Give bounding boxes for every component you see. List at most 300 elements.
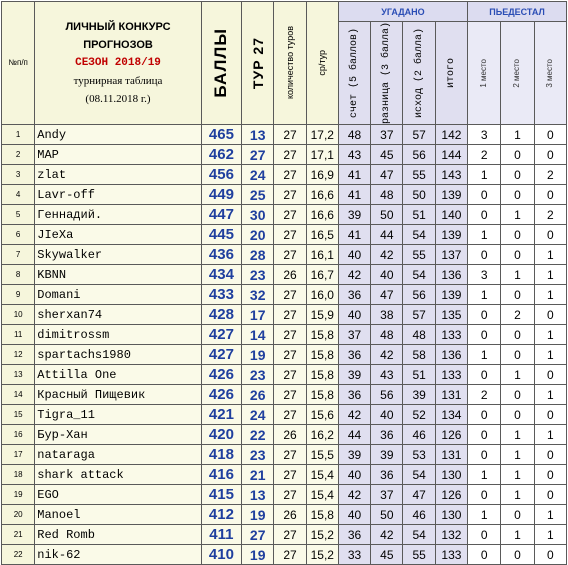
tour-points-cell: 30: [242, 205, 274, 225]
outcome-cell: 57: [403, 125, 435, 145]
place2-cell: 1: [501, 465, 534, 485]
avg-cell: 15,8: [306, 505, 338, 525]
points-cell: 465: [201, 125, 241, 145]
place1-cell: 1: [468, 505, 501, 525]
player-name: Andy: [35, 125, 201, 145]
tours-count-cell: 27: [274, 325, 306, 345]
place2-cell: 0: [501, 245, 534, 265]
place1-cell: 0: [468, 545, 501, 565]
points-cell: 411: [201, 525, 241, 545]
tour-points-cell: 19: [242, 345, 274, 365]
diff-cell: 48: [371, 325, 403, 345]
header-avg: [306, 2, 338, 125]
player-name: Skywalker: [35, 245, 201, 265]
place3-cell: 1: [534, 505, 566, 525]
header-avg-label: ср/тур: [317, 50, 328, 76]
place1-cell: 3: [468, 265, 501, 285]
diff-cell: 47: [371, 285, 403, 305]
place1-cell: 0: [468, 185, 501, 205]
header-place2: [501, 22, 534, 125]
place2-cell: 0: [501, 385, 534, 405]
title-line-1: ЛИЧНЫЙ КОНКУРС: [65, 21, 171, 34]
row-number: 9: [2, 285, 35, 305]
total-cell: 143: [435, 165, 467, 185]
points-cell: 426: [201, 385, 241, 405]
header-total: [435, 22, 467, 125]
table-row: [2, 405, 567, 425]
tours-count-cell: 27: [274, 385, 306, 405]
tours-count-cell: 27: [274, 285, 306, 305]
header-num: №п/п: [2, 2, 35, 125]
place3-cell: 0: [534, 185, 566, 205]
outcome-cell: 58: [403, 345, 435, 365]
outcome-cell: 56: [403, 145, 435, 165]
diff-cell: 45: [371, 545, 403, 565]
place1-cell: 0: [468, 485, 501, 505]
standings-table: [1, 1, 567, 565]
tour-points-cell: 25: [242, 185, 274, 205]
row-number: 5: [2, 205, 35, 225]
score-cell: 48: [338, 125, 370, 145]
tour-points-cell: 27: [242, 525, 274, 545]
place1-cell: 1: [468, 165, 501, 185]
tours-count-cell: 27: [274, 465, 306, 485]
place1-cell: 1: [468, 225, 501, 245]
row-number: 18: [2, 465, 35, 485]
score-cell: 39: [338, 205, 370, 225]
place3-cell: 1: [534, 345, 566, 365]
table-row: [2, 365, 567, 385]
avg-cell: 15,5: [306, 445, 338, 465]
place2-cell: 0: [501, 325, 534, 345]
avg-cell: 16,9: [306, 165, 338, 185]
player-name: Красный Пищевик: [35, 385, 201, 405]
table-row: [2, 425, 567, 445]
player-name: nik-62: [35, 545, 201, 565]
table-row: [2, 505, 567, 525]
player-name: Tigra_11: [35, 405, 201, 425]
tours-count-cell: 26: [274, 425, 306, 445]
tour-points-cell: 27: [242, 145, 274, 165]
score-cell: 39: [338, 445, 370, 465]
total-cell: 126: [435, 485, 467, 505]
diff-cell: 42: [371, 525, 403, 545]
tours-count-cell: 27: [274, 125, 306, 145]
score-cell: 37: [338, 325, 370, 345]
total-cell: 130: [435, 505, 467, 525]
table-row: [2, 125, 567, 145]
table-row: [2, 485, 567, 505]
place2-cell: 0: [501, 405, 534, 425]
header-place3: [534, 22, 566, 125]
place2-cell: 0: [501, 505, 534, 525]
points-cell: 462: [201, 145, 241, 165]
outcome-cell: 51: [403, 205, 435, 225]
points-cell: 436: [201, 245, 241, 265]
table-row: [2, 225, 567, 245]
player-name: Domani: [35, 285, 201, 305]
header-score: [338, 22, 370, 125]
title-line-3: турнирная таблица: [73, 75, 163, 88]
total-cell: 144: [435, 145, 467, 165]
place2-cell: 1: [501, 425, 534, 445]
row-number: 10: [2, 305, 35, 325]
total-cell: 130: [435, 465, 467, 485]
place3-cell: 0: [534, 545, 566, 565]
place3-cell: 1: [534, 425, 566, 445]
outcome-cell: 54: [403, 225, 435, 245]
table-title: [35, 2, 201, 125]
outcome-cell: 39: [403, 385, 435, 405]
tours-count-cell: 27: [274, 185, 306, 205]
total-cell: 135: [435, 305, 467, 325]
place1-cell: 1: [468, 285, 501, 305]
row-number: 8: [2, 265, 35, 285]
place1-cell: 1: [468, 465, 501, 485]
table-row: [2, 465, 567, 485]
tour-points-cell: 13: [242, 485, 274, 505]
place2-cell: 0: [501, 145, 534, 165]
table-row: [2, 345, 567, 365]
row-number: 15: [2, 405, 35, 425]
place2-cell: 1: [501, 525, 534, 545]
score-cell: 41: [338, 185, 370, 205]
tour-points-cell: 19: [242, 505, 274, 525]
place1-cell: 0: [468, 525, 501, 545]
score-cell: 36: [338, 345, 370, 365]
header-tours-count: [274, 2, 306, 125]
diff-cell: 39: [371, 445, 403, 465]
tours-count-cell: 27: [274, 525, 306, 545]
points-cell: 427: [201, 325, 241, 345]
tours-count-cell: 26: [274, 265, 306, 285]
diff-cell: 45: [371, 145, 403, 165]
table-row: [2, 185, 567, 205]
outcome-cell: 46: [403, 425, 435, 445]
header-place1: [468, 22, 501, 125]
table-row: [2, 305, 567, 325]
diff-cell: 38: [371, 305, 403, 325]
total-cell: 132: [435, 525, 467, 545]
place3-cell: 1: [534, 325, 566, 345]
place2-cell: 1: [501, 365, 534, 385]
avg-cell: 15,2: [306, 525, 338, 545]
header-row-1: [2, 2, 567, 22]
place1-cell: 0: [468, 305, 501, 325]
avg-cell: 16,0: [306, 285, 338, 305]
header-tour: [242, 2, 274, 125]
diff-cell: 44: [371, 225, 403, 245]
table-row: [2, 445, 567, 465]
row-number: 20: [2, 505, 35, 525]
table-row: [2, 205, 567, 225]
place1-cell: 0: [468, 325, 501, 345]
diff-cell: 37: [371, 125, 403, 145]
header-score-label: счет (5 баллов): [349, 28, 361, 119]
row-number: 16: [2, 425, 35, 445]
total-cell: 134: [435, 405, 467, 425]
score-cell: 42: [338, 265, 370, 285]
row-number: 13: [2, 365, 35, 385]
place2-cell: 0: [501, 225, 534, 245]
row-number: 17: [2, 445, 35, 465]
avg-cell: 16,5: [306, 225, 338, 245]
points-cell: 420: [201, 425, 241, 445]
place3-cell: 0: [534, 125, 566, 145]
place3-cell: 0: [534, 465, 566, 485]
header-points: [201, 2, 241, 125]
row-number: 21: [2, 525, 35, 545]
total-cell: 139: [435, 285, 467, 305]
tours-count-cell: 27: [274, 545, 306, 565]
diff-cell: 36: [371, 465, 403, 485]
avg-cell: 15,4: [306, 465, 338, 485]
player-name: Lavr-off: [35, 185, 201, 205]
place3-cell: 2: [534, 165, 566, 185]
diff-cell: 50: [371, 505, 403, 525]
place3-cell: 0: [534, 145, 566, 165]
avg-cell: 16,7: [306, 265, 338, 285]
place1-cell: 0: [468, 425, 501, 445]
tour-points-cell: 23: [242, 365, 274, 385]
total-cell: 142: [435, 125, 467, 145]
total-cell: 140: [435, 205, 467, 225]
header-place2-label: 2 место: [512, 58, 522, 88]
total-cell: 139: [435, 185, 467, 205]
title-date: (08.11.2018 г.): [85, 93, 151, 106]
diff-cell: 48: [371, 185, 403, 205]
place1-cell: 2: [468, 145, 501, 165]
tour-points-cell: 24: [242, 165, 274, 185]
points-cell: 433: [201, 285, 241, 305]
header-diff-label: разница (3 балла): [381, 22, 393, 125]
avg-cell: 15,9: [306, 305, 338, 325]
tours-count-cell: 27: [274, 145, 306, 165]
place3-cell: 1: [534, 265, 566, 285]
tour-points-cell: 32: [242, 285, 274, 305]
player-name: Бур-Хан: [35, 425, 201, 445]
diff-cell: 42: [371, 345, 403, 365]
place3-cell: 0: [534, 445, 566, 465]
table-row: [2, 385, 567, 405]
tour-points-cell: 17: [242, 305, 274, 325]
place3-cell: 0: [534, 305, 566, 325]
place1-cell: 0: [468, 205, 501, 225]
tours-count-cell: 27: [274, 245, 306, 265]
score-cell: 33: [338, 545, 370, 565]
header-tour-label: ТУР 27: [249, 36, 266, 90]
place2-cell: 0: [501, 345, 534, 365]
score-cell: 42: [338, 405, 370, 425]
tour-points-cell: 28: [242, 245, 274, 265]
outcome-cell: 55: [403, 165, 435, 185]
player-name: EGO: [35, 485, 201, 505]
avg-cell: 15,8: [306, 365, 338, 385]
score-cell: 39: [338, 365, 370, 385]
place2-cell: 1: [501, 445, 534, 465]
place2-cell: 0: [501, 285, 534, 305]
player-name: MAP: [35, 145, 201, 165]
header-place1-label: 1 место: [479, 58, 489, 88]
place2-cell: 1: [501, 485, 534, 505]
outcome-cell: 47: [403, 485, 435, 505]
outcome-cell: 50: [403, 185, 435, 205]
place1-cell: 3: [468, 125, 501, 145]
row-number: 14: [2, 385, 35, 405]
tour-points-cell: 21: [242, 465, 274, 485]
place3-cell: 0: [534, 365, 566, 385]
place2-cell: 1: [501, 205, 534, 225]
avg-cell: 16,6: [306, 205, 338, 225]
table-row: [2, 285, 567, 305]
points-cell: 410: [201, 545, 241, 565]
place2-cell: 0: [501, 185, 534, 205]
player-name: sherxan74: [35, 305, 201, 325]
total-cell: 139: [435, 225, 467, 245]
place1-cell: 0: [468, 405, 501, 425]
place3-cell: 1: [534, 245, 566, 265]
tours-count-cell: 27: [274, 365, 306, 385]
row-number: 11: [2, 325, 35, 345]
tour-points-cell: 20: [242, 225, 274, 245]
score-cell: 41: [338, 225, 370, 245]
points-cell: 449: [201, 185, 241, 205]
standings-body: [2, 125, 567, 565]
score-cell: 36: [338, 525, 370, 545]
tour-points-cell: 23: [242, 445, 274, 465]
score-cell: 36: [338, 285, 370, 305]
place3-cell: 1: [534, 385, 566, 405]
header-diff: [371, 22, 403, 125]
avg-cell: 15,8: [306, 385, 338, 405]
place3-cell: 0: [534, 405, 566, 425]
score-cell: 40: [338, 465, 370, 485]
total-cell: 133: [435, 325, 467, 345]
tour-points-cell: 26: [242, 385, 274, 405]
player-name: zlat: [35, 165, 201, 185]
row-number: 22: [2, 545, 35, 565]
outcome-cell: 54: [403, 465, 435, 485]
place2-cell: 1: [501, 265, 534, 285]
points-cell: 445: [201, 225, 241, 245]
row-number: 4: [2, 185, 35, 205]
header-place3-label: 3 место: [545, 58, 555, 88]
outcome-cell: 48: [403, 325, 435, 345]
table-row: [2, 265, 567, 285]
avg-cell: 15,8: [306, 325, 338, 345]
player-name: nataraga: [35, 445, 201, 465]
outcome-cell: 54: [403, 265, 435, 285]
outcome-cell: 52: [403, 405, 435, 425]
player-name: JIeXa: [35, 225, 201, 245]
title-season: СЕЗОН 2018/19: [75, 57, 161, 70]
total-cell: 133: [435, 365, 467, 385]
place1-cell: 0: [468, 365, 501, 385]
player-name: shark attack: [35, 465, 201, 485]
player-name: Геннадий.: [35, 205, 201, 225]
score-cell: 36: [338, 385, 370, 405]
place2-cell: 0: [501, 545, 534, 565]
outcome-cell: 55: [403, 245, 435, 265]
place2-cell: 2: [501, 305, 534, 325]
tours-count-cell: 27: [274, 405, 306, 425]
avg-cell: 15,2: [306, 545, 338, 565]
score-cell: 42: [338, 485, 370, 505]
score-cell: 40: [338, 245, 370, 265]
score-cell: 43: [338, 145, 370, 165]
avg-cell: 16,6: [306, 185, 338, 205]
place2-cell: 0: [501, 165, 534, 185]
header-total-label: итого: [445, 58, 457, 89]
header-podium-group: ПЬЕДЕСТАЛ: [468, 2, 567, 22]
place1-cell: 0: [468, 245, 501, 265]
outcome-cell: 57: [403, 305, 435, 325]
total-cell: 131: [435, 385, 467, 405]
table-row: [2, 525, 567, 545]
row-number: 6: [2, 225, 35, 245]
player-name: Attilla One: [35, 365, 201, 385]
avg-cell: 15,8: [306, 345, 338, 365]
place1-cell: 1: [468, 345, 501, 365]
points-cell: 421: [201, 405, 241, 425]
score-cell: 44: [338, 425, 370, 445]
points-cell: 416: [201, 465, 241, 485]
diff-cell: 40: [371, 405, 403, 425]
score-cell: 40: [338, 305, 370, 325]
tours-count-cell: 27: [274, 305, 306, 325]
row-number: 7: [2, 245, 35, 265]
tour-points-cell: 14: [242, 325, 274, 345]
points-cell: 412: [201, 505, 241, 525]
tour-points-cell: 23: [242, 265, 274, 285]
player-name: dimitrossm: [35, 325, 201, 345]
diff-cell: 37: [371, 485, 403, 505]
diff-cell: 50: [371, 205, 403, 225]
points-cell: 418: [201, 445, 241, 465]
tours-count-cell: 27: [274, 165, 306, 185]
row-number: 2: [2, 145, 35, 165]
avg-cell: 15,4: [306, 485, 338, 505]
player-name: Manoel: [35, 505, 201, 525]
outcome-cell: 51: [403, 365, 435, 385]
outcome-cell: 56: [403, 285, 435, 305]
points-cell: 428: [201, 305, 241, 325]
avg-cell: 16,1: [306, 245, 338, 265]
diff-cell: 42: [371, 245, 403, 265]
outcome-cell: 54: [403, 525, 435, 545]
diff-cell: 47: [371, 165, 403, 185]
points-cell: 456: [201, 165, 241, 185]
tour-points-cell: 24: [242, 405, 274, 425]
place3-cell: 2: [534, 205, 566, 225]
outcome-cell: 55: [403, 545, 435, 565]
points-cell: 434: [201, 265, 241, 285]
header-outcome-label: исход (2 балла): [413, 28, 425, 119]
row-number: 19: [2, 485, 35, 505]
diff-cell: 36: [371, 425, 403, 445]
table-row: [2, 325, 567, 345]
outcome-cell: 46: [403, 505, 435, 525]
diff-cell: 43: [371, 365, 403, 385]
score-cell: 41: [338, 165, 370, 185]
tour-points-cell: 13: [242, 125, 274, 145]
tour-points-cell: 19: [242, 545, 274, 565]
diff-cell: 40: [371, 265, 403, 285]
title-line-2: ПРОГНОЗОВ: [83, 39, 153, 52]
place2-cell: 1: [501, 125, 534, 145]
tours-count-cell: 27: [274, 345, 306, 365]
tours-count-cell: 26: [274, 505, 306, 525]
